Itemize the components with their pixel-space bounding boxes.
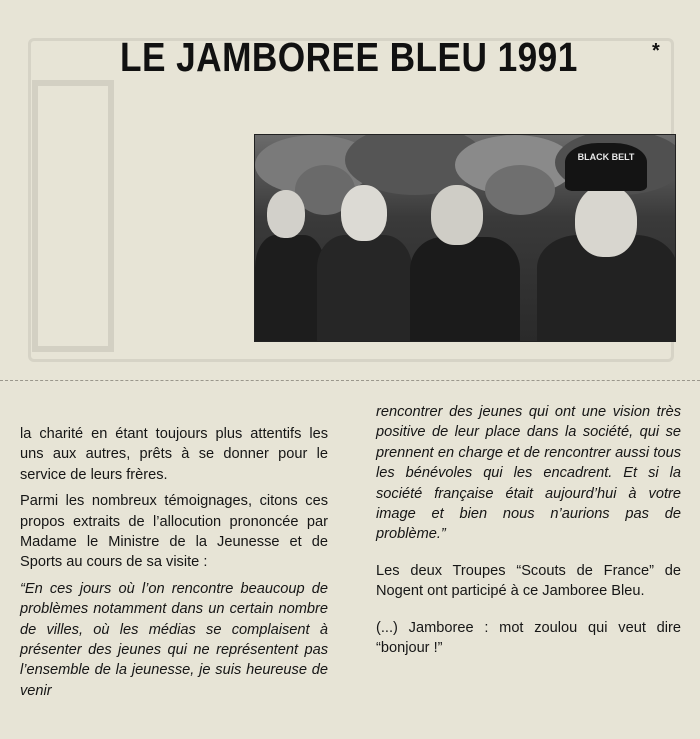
title-footnote-mark: * — [652, 40, 660, 62]
intro-paragraph: la charité en étant toujours plus attentifs les uns aux autres, prêts à se donner pour le service de leurs frères. — [20, 426, 328, 483]
background-ad-logo — [32, 80, 114, 352]
minister-quote: “En ces jours où l’on rencontre beaucoup de problèmes notamment dans un certain nombre de villes, où les médias se complaisent à présenter des jeunes qui ne représentent pas l’ensemble de la jeunesse, je suis heureuse de venir — [20, 580, 328, 699]
black-belt-cap — [565, 143, 647, 191]
troupes-paragraph: Les deux Troupes “Scouts de France” de Nogent ont participé à ce Jamboree Bleu. — [376, 562, 681, 600]
article-title: LE JAMBOREE BLEU 1991 — [120, 34, 578, 80]
cap-lettering: BLACK BELT — [577, 152, 635, 162]
section-divider — [0, 380, 700, 381]
article-column-right — [376, 402, 681, 664]
article-column-left — [20, 424, 328, 707]
scouts-photo — [254, 134, 676, 342]
jamboree-footnote: (...) Jamboree : mot zoulou qui veut dire “bonjour !” — [376, 619, 681, 657]
minister-quote-continued: rencontrer des jeunes qui ont une vision très positive de leur place dans la société, qui se prennent en charge et de rencontrer aussi tous les bénévoles qui les encadrent. Et si la société française était aujourd’hui à votre image et bien nous n’aurions pas de problème.” — [376, 404, 681, 543]
testimonies-paragraph: Parmi les nombreux témoignages, citons ces propos extraits de l’allocution prononcée par Madame le Ministre de la Jeunesse et de Sports au cours de sa visite : — [20, 493, 328, 571]
